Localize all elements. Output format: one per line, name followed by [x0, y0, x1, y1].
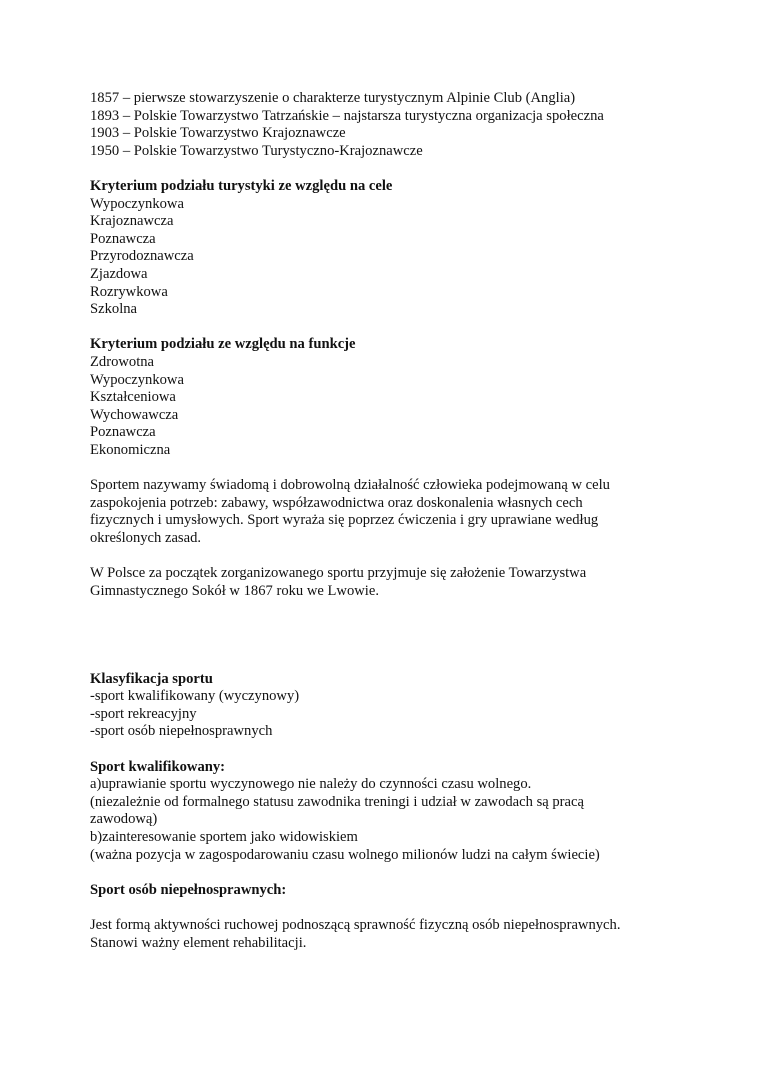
goals-item: Przyrodoznawcza — [90, 248, 194, 265]
spacer — [90, 600, 690, 618]
spacer — [90, 319, 690, 337]
functions-item: Wychowawcza — [90, 406, 179, 423]
goals-item: Krajoznawcza — [90, 213, 174, 230]
paragraph-line: Sportem nazywamy świadomą i dobrowolną działalność człowieka podejmowaną w celu — [90, 477, 610, 494]
disabled-sport-heading: Sport osób niepełnosprawnych: — [90, 881, 287, 898]
paragraph-line: fizycznych i umysłowych. Sport wyraża się poprzez ćwiczenia i gry uprawiane według — [90, 512, 599, 529]
paragraph-line: określonych zasad. — [90, 529, 202, 546]
functions-section — [90, 336, 690, 459]
qualified-sport-heading: Sport kwalifikowany: — [90, 758, 226, 775]
history-line: 1893 – Polskie Towarzystwo Tatrzańskie – najstarsza turystyczna organizacja społeczna — [90, 107, 604, 124]
functions-item: Kształceniowa — [90, 389, 176, 406]
goals-heading: Kryterium podziału turystyki ze względu na cele — [90, 177, 393, 194]
paragraph-line: Gimnastycznego Sokół w 1867 roku we Lwowie. — [90, 582, 379, 599]
spacer — [90, 635, 690, 653]
spacer — [90, 653, 690, 671]
goals-item: Zjazdowa — [90, 265, 148, 282]
goals-item: Rozrywkowa — [90, 283, 168, 300]
spacer — [90, 160, 690, 178]
functions-item: Ekonomiczna — [90, 441, 171, 458]
goals-section — [90, 178, 690, 319]
document-page — [90, 90, 690, 952]
spacer — [90, 899, 690, 917]
sport-definition-paragraph — [90, 477, 690, 547]
qualified-sport-line: a)uprawianie sportu wyczynowego nie należy do czynności czasu wolnego. — [90, 776, 532, 793]
qualified-sport-line: (ważna pozycja w zagospodarowaniu czasu wolnego milionów ludzi na całym świecie) — [90, 846, 600, 863]
spacer — [90, 741, 690, 759]
spacer — [90, 547, 690, 565]
functions-item: Poznawcza — [90, 424, 156, 441]
disabled-sport-line: Jest formą aktywności ruchowej podnoszącą sprawność fizyczną osób niepełnosprawnych. — [90, 916, 621, 933]
goals-item: Wypoczynkowa — [90, 195, 184, 212]
goals-item: Poznawcza — [90, 230, 156, 247]
paragraph-line: zaspokojenia potrzeb: zabawy, współzawodnictwa oraz doskonalenia własnych cech — [90, 494, 583, 511]
functions-item: Wypoczynkowa — [90, 371, 184, 388]
qualified-sport-line: b)zainteresowanie sportem jako widowiskiem — [90, 828, 358, 845]
spacer — [90, 618, 690, 636]
disabled-sport-section — [90, 882, 690, 952]
qualified-sport-line: zawodową) — [90, 811, 158, 828]
spacer — [90, 864, 690, 882]
paragraph-line: W Polsce za początek zorganizowanego sportu przyjmuje się założenie Towarzystwa — [90, 565, 587, 582]
classification-item: -sport rekreacyjny — [90, 705, 197, 722]
history-line: 1950 – Polskie Towarzystwo Turystyczno-Krajoznawcze — [90, 142, 423, 159]
functions-item: Zdrowotna — [90, 353, 155, 370]
qualified-sport-section — [90, 759, 690, 865]
history-line: 1903 – Polskie Towarzystwo Krajoznawcze — [90, 125, 346, 142]
poland-history-paragraph — [90, 565, 690, 600]
classification-heading: Klasyfikacja sportu — [90, 670, 213, 687]
goals-item: Szkolna — [90, 301, 138, 318]
classification-section — [90, 671, 690, 741]
qualified-sport-line: (niezależnie od formalnego statusu zawodnika treningi i udział w zawodach są pracą — [90, 793, 584, 810]
functions-heading: Kryterium podziału ze względu na funkcje — [90, 336, 356, 353]
history-line: 1857 – pierwsze stowarzyszenie o charakterze turystycznym Alpinie Club (Anglia) — [90, 90, 576, 106]
classification-item: -sport kwalifikowany (wyczynowy) — [90, 688, 300, 705]
disabled-sport-line: Stanowi ważny element rehabilitacji. — [90, 934, 307, 951]
history-list — [90, 90, 690, 160]
classification-item: -sport osób niepełnosprawnych — [90, 723, 273, 740]
spacer — [90, 459, 690, 477]
